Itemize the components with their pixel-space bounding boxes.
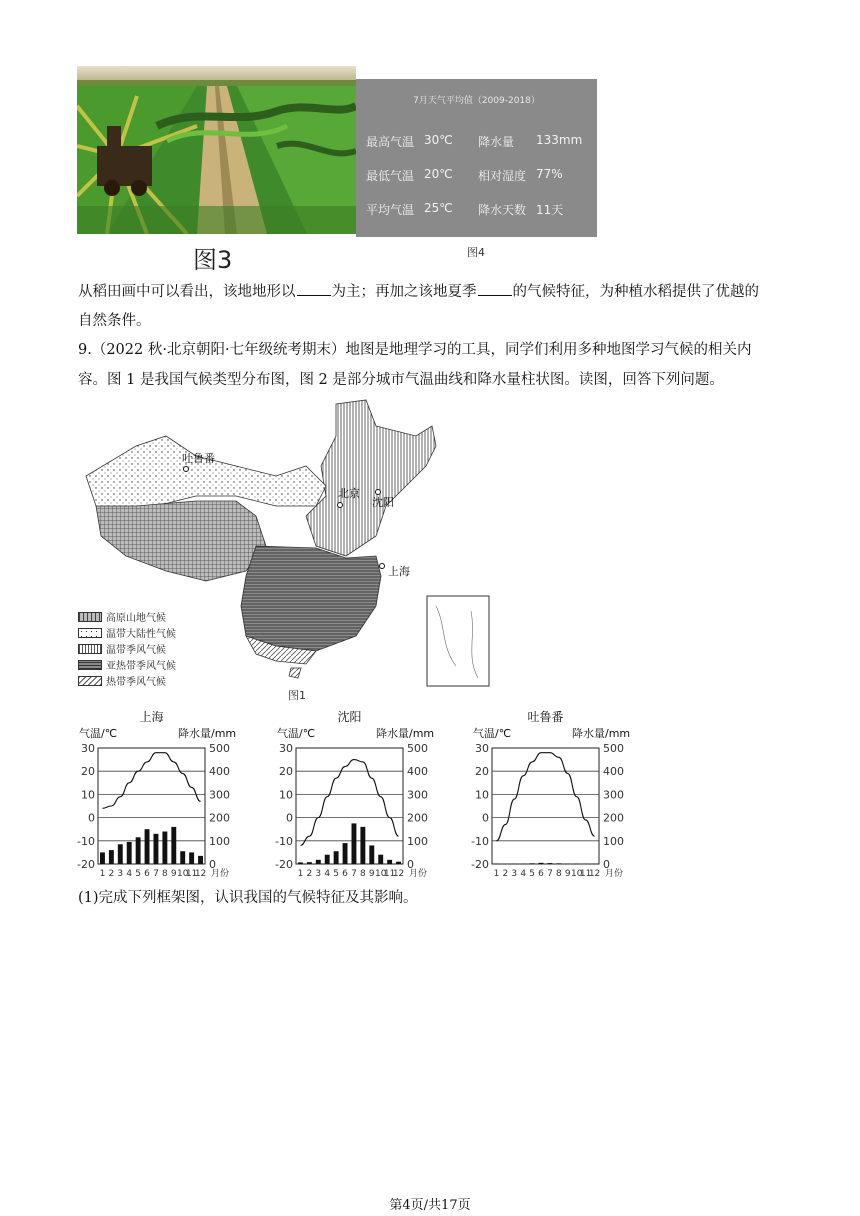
precip-bar <box>539 863 544 864</box>
temp-tick-label: -10 <box>471 834 489 848</box>
precip-bar <box>109 850 114 864</box>
precip-bar <box>325 855 330 864</box>
precip-bar <box>378 855 383 864</box>
month-label: 2 <box>502 869 509 879</box>
month-label: 6 <box>538 869 544 879</box>
climate-charts <box>0 700 860 885</box>
x-axis-label: 月份 <box>409 869 428 879</box>
precip-tick-label: 300 <box>209 788 230 802</box>
temperature-line <box>300 760 398 846</box>
precip-bar <box>396 862 401 864</box>
precip-bar <box>548 863 553 864</box>
precip-tick-label: 200 <box>209 811 230 825</box>
month-label: 3 <box>315 869 322 879</box>
precip-bar <box>360 827 365 864</box>
precip-tick-label: 300 <box>603 788 624 802</box>
precip-bar <box>171 827 176 864</box>
precip-bar <box>556 863 561 864</box>
legend-label: 亚热带季风气候 <box>106 661 176 672</box>
left-axis-label: 气温/℃ <box>473 727 512 740</box>
month-label: 7 <box>547 869 553 879</box>
precip-tick-label: 300 <box>407 788 428 802</box>
legend-swatch <box>78 644 102 654</box>
temp-tick-label: 30 <box>81 742 95 755</box>
precip-tick-label: 200 <box>603 811 624 825</box>
precip-bar <box>189 852 194 864</box>
month-label: 12 <box>392 869 405 879</box>
month-label: 8 <box>556 869 562 879</box>
precip-bar <box>343 843 348 864</box>
weather-value: 11天 <box>536 203 564 217</box>
precip-bar <box>298 862 303 864</box>
weather-value: 25℃ <box>424 201 453 215</box>
right-axis-label: 降水量/mm <box>178 727 237 740</box>
precip-tick-label: 400 <box>209 765 230 779</box>
weather-panel-title: 7月天气平均值（2009-2018） <box>413 96 540 106</box>
month-label: 11 <box>383 869 396 879</box>
chart-title: 上海 <box>139 710 164 724</box>
temp-tick-label: 20 <box>81 765 95 779</box>
weather-label: 相对湿度 <box>478 169 527 183</box>
precip-bar <box>127 842 132 864</box>
precip-bar <box>145 829 150 864</box>
month-label: 5 <box>529 869 535 879</box>
month-label: 10 <box>176 869 189 879</box>
weather-value: 20℃ <box>424 167 453 181</box>
temperature-line <box>102 753 200 809</box>
precip-bar <box>100 852 105 864</box>
legend-label: 热带季风气候 <box>106 677 166 688</box>
weather-averages-panel <box>356 79 597 237</box>
legend-item-tropical-monsoon <box>78 673 166 688</box>
precip-tick-label: 0 <box>209 858 216 871</box>
legend-swatch <box>78 676 102 686</box>
weather-label: 最低气温 <box>366 169 415 183</box>
month-label: 2 <box>108 869 115 879</box>
x-axis-label: 月份 <box>211 869 230 879</box>
answer-blank <box>478 281 512 296</box>
precip-bar <box>118 844 123 864</box>
month-label: 1 <box>297 869 304 879</box>
legend-item-continental <box>78 625 176 640</box>
weather-label: 平均气温 <box>366 203 415 217</box>
precip-tick-label: 400 <box>603 765 624 779</box>
precip-tick-label: 500 <box>407 742 428 755</box>
weather-label: 降水量 <box>478 135 515 149</box>
weather-label: 最高气温 <box>366 135 415 149</box>
temp-tick-label: 20 <box>475 765 489 779</box>
chart-title: 沈阳 <box>337 710 362 724</box>
subquestion-1: (1)完成下列框架图，认识我国的气候特征及其影响。 <box>78 890 418 906</box>
month-label: 3 <box>117 869 124 879</box>
temp-tick-label: -20 <box>77 858 95 871</box>
legend-swatch <box>78 628 102 638</box>
temp-tick-label: 20 <box>279 765 293 779</box>
left-axis-label: 气温/℃ <box>277 727 316 740</box>
temp-tick-label: 10 <box>81 788 95 802</box>
precip-bar <box>136 837 141 864</box>
temp-tick-label: 30 <box>279 742 293 755</box>
paragraph-text: 的气候特征，为种植水稻提供了优越的 <box>512 284 759 300</box>
month-label: 5 <box>333 869 339 879</box>
month-label: 10 <box>374 869 387 879</box>
temp-tick-label: -10 <box>275 834 293 848</box>
weather-label: 降水天数 <box>478 203 527 217</box>
legend-item-temperate-monsoon <box>78 641 166 656</box>
precip-bar <box>387 860 392 864</box>
month-label: 9 <box>170 869 177 879</box>
legend-label: 温带大陆性气候 <box>106 629 176 640</box>
temp-tick-label: 0 <box>88 811 95 825</box>
temp-tick-label: 0 <box>286 811 293 825</box>
figure4-caption: 图4 <box>467 246 485 259</box>
precip-tick-label: 0 <box>407 858 414 871</box>
legend-swatch <box>78 612 102 622</box>
month-label: 7 <box>351 869 357 879</box>
precip-bar <box>352 823 357 864</box>
left-axis-label: 气温/℃ <box>79 727 118 740</box>
precip-tick-label: 500 <box>209 742 230 755</box>
month-label: 11 <box>579 869 592 879</box>
chart-frame <box>296 748 403 864</box>
month-label: 6 <box>342 869 348 879</box>
precip-tick-label: 200 <box>407 811 428 825</box>
month-label: 3 <box>511 869 518 879</box>
chart-title: 吐鲁番 <box>527 710 564 724</box>
month-label: 1 <box>99 869 106 879</box>
x-axis-label: 月份 <box>605 869 624 879</box>
month-label: 2 <box>306 869 313 879</box>
precip-tick-label: 500 <box>603 742 624 755</box>
city-label-shanghai: 上海 <box>388 565 410 578</box>
fill-in-paragraph <box>78 278 798 306</box>
month-label: 5 <box>135 869 141 879</box>
legend-label: 温带季风气候 <box>106 645 166 656</box>
legend-item-subtropical-monsoon <box>78 657 176 672</box>
temp-tick-label: 10 <box>475 788 489 802</box>
precip-bar <box>307 862 312 864</box>
precip-tick-label: 100 <box>209 834 230 848</box>
precip-bar <box>162 832 167 864</box>
weather-value: 133mm <box>536 133 583 147</box>
precip-bar <box>334 851 339 864</box>
precip-tick-label: 100 <box>407 834 428 848</box>
page-number: 第4页/共17页 <box>389 1198 471 1213</box>
precip-tick-label: 0 <box>603 858 610 871</box>
city-label-beijing: 北京 <box>338 487 360 500</box>
temp-tick-label: -20 <box>471 858 489 871</box>
right-axis-label: 降水量/mm <box>376 727 435 740</box>
precip-tick-label: 400 <box>407 765 428 779</box>
figure3-caption: 图3 <box>193 246 233 274</box>
month-label: 4 <box>520 869 527 879</box>
month-label: 4 <box>126 869 133 879</box>
figure1-caption: 图1 <box>288 689 306 702</box>
temp-tick-label: -20 <box>275 858 293 871</box>
weather-value: 77% <box>536 167 563 181</box>
city-label-shenyang: 沈阳 <box>372 496 394 509</box>
month-label: 10 <box>570 869 583 879</box>
precip-bar <box>369 845 374 864</box>
paragraph-line: 自然条件。 <box>78 313 151 329</box>
weather-value: 30℃ <box>424 133 453 147</box>
paragraph-text: 从稻田画中可以看出，该地地形以 <box>78 284 296 300</box>
month-label: 7 <box>153 869 159 879</box>
temp-tick-label: -10 <box>77 834 95 848</box>
right-axis-label: 降水量/mm <box>572 727 631 740</box>
precip-bar <box>316 860 321 864</box>
precip-tick-label: 100 <box>603 834 624 848</box>
month-label: 12 <box>194 869 207 879</box>
precip-bar <box>530 863 535 864</box>
month-label: 8 <box>360 869 366 879</box>
legend-label: 高原山地气候 <box>106 613 166 624</box>
month-label: 4 <box>324 869 331 879</box>
month-label: 9 <box>564 869 571 879</box>
month-label: 6 <box>144 869 150 879</box>
answer-blank <box>297 281 331 296</box>
month-label: 9 <box>368 869 375 879</box>
rice-paddy-art-photo <box>77 66 356 234</box>
temp-tick-label: 30 <box>475 742 489 755</box>
precip-bar <box>198 856 203 864</box>
paragraph-text: 为主；再加之该地夏季 <box>331 284 477 300</box>
precip-bar <box>154 834 159 864</box>
month-label: 12 <box>588 869 601 879</box>
chart-frame <box>98 748 205 864</box>
precip-bar <box>180 851 185 864</box>
chart-frame <box>492 748 599 864</box>
city-label-turpan: 吐鲁番 <box>182 452 215 465</box>
temperature-line <box>496 753 594 841</box>
temp-tick-label: 10 <box>279 788 293 802</box>
month-label: 8 <box>162 869 168 879</box>
question-9-line2: 容。图 1 是我国气候类型分布图，图 2 是部分城市气温曲线和降水量柱状图。读图，回答下列问题。 <box>78 372 724 388</box>
temp-tick-label: 0 <box>482 811 489 825</box>
legend-item-highland <box>78 609 166 624</box>
legend-swatch <box>78 660 102 670</box>
month-label: 1 <box>493 869 500 879</box>
question-9-line1: 9.（2022 秋·北京朝阳·七年级统考期末）地图是地理学习的工具，同学们利用多种地图学习气候的相关内 <box>78 342 752 358</box>
month-label: 11 <box>185 869 198 879</box>
